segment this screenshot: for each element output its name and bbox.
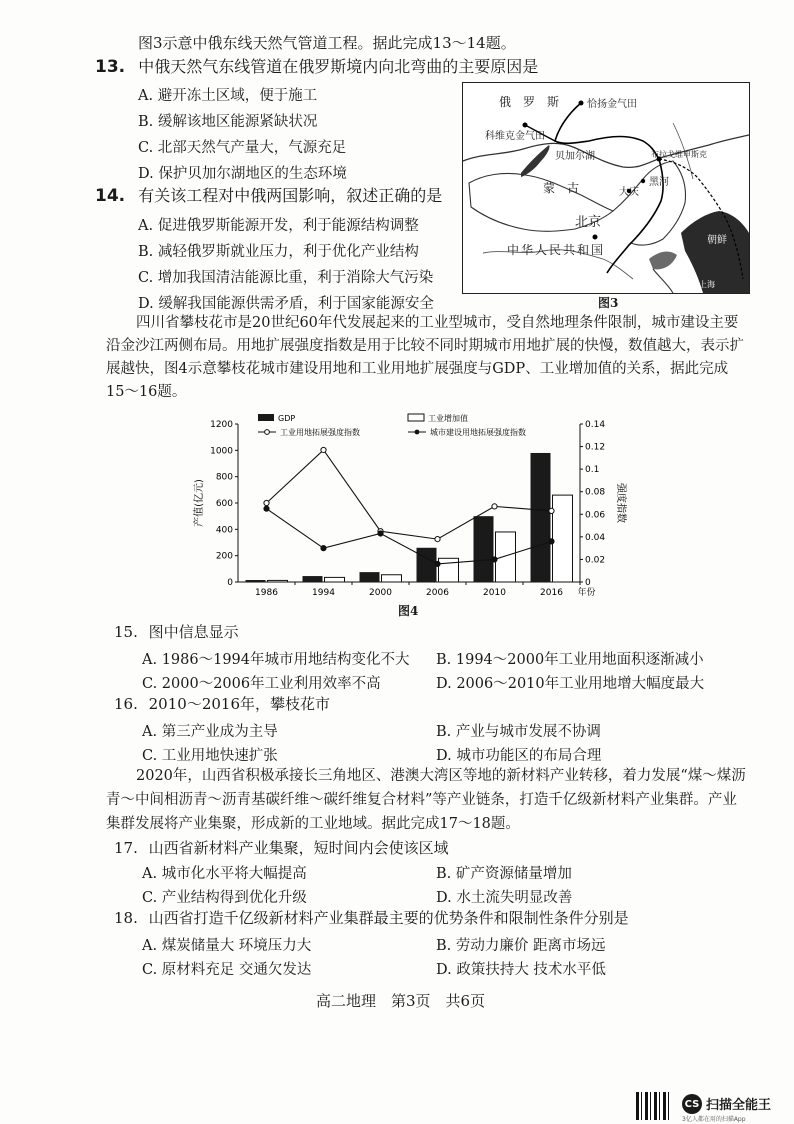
- chayanda-dot: [579, 101, 584, 106]
- y-right-title: 强度指数: [615, 483, 626, 523]
- right-tick-label: 0.04: [585, 532, 606, 543]
- beijing-dot: [593, 235, 598, 240]
- label-kovykta: 科维克金气田: [485, 131, 545, 142]
- industrial-land-index-point: [492, 504, 497, 509]
- legend-gdp-swatch: [258, 414, 274, 421]
- industry-bar: [439, 558, 459, 582]
- urban-land-index-point: [378, 531, 383, 536]
- urban-land-index-point: [264, 506, 269, 511]
- bohai-sea-shape: [649, 252, 677, 270]
- left-tick-label: 600: [215, 499, 233, 509]
- question-stem: 山西省打造千亿级新材料产业集群最主要的优势条件和限制性条件分别是: [148, 909, 629, 927]
- q18-option-c: C. 原材料充足 交通欠发达: [142, 962, 312, 978]
- q17-option-b: B. 矿产资源储量增加: [436, 866, 572, 882]
- shanghai-dot: [685, 283, 689, 287]
- legend-urban-land-label: 城市建设用地拓展强度指数: [430, 428, 526, 437]
- intro-13-14: 图3示意中俄东线天然气管道工程。据此完成13～14题。: [138, 34, 516, 52]
- question-number: 13.: [95, 57, 126, 77]
- industrial-land-index-point: [321, 447, 326, 452]
- left-tick-label: 1000: [210, 446, 233, 457]
- right-tick-label: 0.14: [585, 420, 606, 430]
- cs-logo-icon: CS: [682, 1094, 702, 1114]
- gdp-bar: [360, 572, 380, 582]
- q17-option-c: C. 产业结构得到优化升级: [142, 890, 307, 906]
- x-tick-label: 1986: [255, 588, 278, 598]
- label-russia: 俄 罗 斯: [499, 95, 560, 109]
- y-left-title: 产值(亿元): [194, 479, 205, 527]
- label-mongolia: 蒙 古: [543, 181, 580, 195]
- scanner-name: 扫描全能王: [706, 1098, 772, 1113]
- coastline: [653, 269, 673, 293]
- q13-option-b: B. 缓解该地区能源紧缺状况: [138, 114, 318, 130]
- legend-industry-swatch: [408, 414, 424, 421]
- label-baikal: 贝加尔湖: [555, 151, 595, 162]
- figure-3-caption: 图3: [598, 296, 619, 310]
- question-stem: 2010～2016年，攀枝花市: [148, 695, 330, 713]
- q18-option-b: B. 劳动力廉价 距离市场远: [436, 938, 606, 954]
- label-beijing: 北京: [575, 215, 602, 230]
- chart-svg: [180, 410, 630, 610]
- left-tick-label: 800: [215, 472, 233, 483]
- q15-option-a: A. 1986～1994年城市用地结构变化不大: [142, 652, 410, 668]
- question-number: 14.: [95, 186, 126, 206]
- lake-baikal-shape: [521, 145, 550, 177]
- industrial-land-index-point: [435, 537, 440, 542]
- right-tick-label: 0.06: [585, 510, 606, 521]
- question-number: 17.: [114, 839, 138, 857]
- q16-option-a: A. 第三产业成为主导: [142, 724, 278, 740]
- label-chayanda: 恰扬金气田: [587, 99, 637, 110]
- q17-option-d: D. 水土流失明显改善: [436, 890, 573, 906]
- question-16: [114, 694, 330, 714]
- map-figure-3: [462, 82, 750, 294]
- x-axis-suffix: 年份: [577, 588, 596, 598]
- left-tick-label: 400: [215, 525, 233, 536]
- urban-land-index-point: [549, 539, 554, 544]
- right-tick-label: 0.1: [585, 465, 600, 476]
- question-18: [114, 908, 629, 928]
- q15-option-c: C. 2000～2006年工业利用效率不高: [142, 676, 381, 692]
- question-14: [95, 186, 442, 206]
- label-korea: 朝鲜: [707, 235, 727, 246]
- heihe-dot: [641, 179, 645, 183]
- q14-option-a: A. 促进俄罗斯能源开发，利于能源结构调整: [138, 218, 419, 234]
- gdp-bar: [531, 453, 551, 582]
- question-13: [95, 57, 538, 77]
- industrial-land-index-line: [267, 450, 552, 539]
- left-tick-label: 1200: [210, 420, 233, 430]
- q15-option-d: D. 2006～2010年工业用地增大幅度最大: [436, 676, 705, 692]
- industry-bar: [553, 495, 573, 582]
- label-heihe: 黑河: [649, 177, 669, 188]
- q14-option-b: B. 减轻俄罗斯就业压力，利于优化产业结构: [138, 244, 419, 260]
- map-svg: [463, 83, 749, 293]
- legend-industrial-land-label: 工业用地拓展强度指数: [280, 428, 360, 437]
- q16-option-d: D. 城市功能区的布局合理: [436, 748, 602, 764]
- urban-land-index-point: [492, 557, 497, 562]
- label-blagoveshchensk: 布拉戈维申斯克: [651, 150, 707, 159]
- question-number: 18.: [114, 909, 138, 927]
- legend-urban-land-marker: [415, 430, 420, 435]
- question-number: 15.: [114, 623, 138, 641]
- industry-bar: [268, 580, 288, 582]
- q18-option-d: D. 政策扶持大 技术水平低: [436, 962, 606, 978]
- q13-option-c: C. 北部天然气产量大，气源充足: [138, 140, 347, 156]
- q14-option-d: D. 缓解我国能源供需矛盾，利于国家能源安全: [138, 296, 434, 312]
- intro-17-18: 2020年，山西省积极承接长三角地区、港澳大湾区等地的新材料产业转移，着力发展“煤～煤沥青～中间相沥青～沥青基碳纤维～碳纤维复合材料”等产业链条，打造千亿级新材料产业集群。产业集群发展将产业集聚，形成新的工业地域。据此完成17～18题。: [106, 768, 746, 832]
- question-stem: 有关该工程对中俄两国影响，叙述正确的是: [138, 186, 443, 205]
- page-footer: 高二地理 第3页 共6页: [316, 992, 486, 1010]
- gdp-bar: [474, 516, 494, 582]
- korea-japan-dark-area: [681, 211, 749, 293]
- q13-option-d: D. 保护贝加尔湖地区的生态环境: [138, 166, 347, 182]
- gdp-bar: [303, 576, 323, 582]
- right-tick-label: 0.02: [585, 555, 606, 566]
- intro-15-16: 四川省攀枝花市是20世纪60年代发展起来的工业型城市，受自然地理条件限制，城市建设主要沿金沙江两侧布局。用地扩展强度指数是用于比较不同时期城市用地扩展的快慢，数值越大，表示扩展越快，图4示意攀枝花城市建设用地和工业用地扩展强度与GDP、工业增加值的关系，据此完成15～16题。: [106, 315, 744, 400]
- q13-option-a: A. 避开冻土区域，便于施工: [138, 88, 318, 104]
- q18-option-a: A. 煤炭储量大 环境压力大: [142, 938, 312, 954]
- right-tick-label: 0.12: [585, 442, 606, 453]
- question-stem: 中俄天然气东线管道在俄罗斯境内向北弯曲的主要原因是: [138, 57, 539, 76]
- left-tick-label: 200: [215, 551, 233, 562]
- figure-4-caption: 图4: [398, 604, 419, 618]
- gdp-bar: [417, 548, 437, 582]
- scanner-tagline: 3亿人都在用的扫描App: [682, 1116, 746, 1123]
- qr-code: [636, 1092, 670, 1120]
- label-china: 中华人民共和国: [507, 243, 606, 257]
- right-tick-label: 0.08: [585, 487, 606, 498]
- question-17: [114, 838, 449, 858]
- industry-bar: [325, 577, 345, 582]
- question-stem: 图中信息显示: [148, 623, 239, 641]
- x-tick-label: 2000: [369, 588, 392, 598]
- q15-option-b: B. 1994～2000年工业用地面积逐渐减小: [436, 652, 704, 668]
- legend-gdp-label: GDP: [278, 414, 296, 423]
- left-tick-label: 0: [227, 578, 233, 588]
- question-stem: 山西省新材料产业集聚，短时间内会使该区域: [148, 839, 449, 857]
- q16-option-b: B. 产业与城市发展不协调: [436, 724, 601, 740]
- legend-industrial-land-marker: [265, 430, 270, 435]
- urban-land-index-point: [435, 561, 440, 566]
- q16-option-c: C. 工业用地快速扩张: [142, 748, 278, 764]
- q17-option-a: A. 城市化水平将大幅提高: [142, 866, 307, 882]
- chart-figure-4: [180, 410, 630, 610]
- label-shanghai: 上海: [699, 280, 715, 289]
- gdp-bar: [246, 580, 266, 582]
- urban-land-index-point: [321, 546, 326, 551]
- question-number: 16.: [114, 695, 138, 713]
- x-tick-label: 2010: [483, 588, 506, 598]
- industry-bar: [496, 532, 516, 582]
- x-tick-label: 2016: [540, 588, 563, 598]
- industry-bar: [382, 575, 402, 582]
- industrial-land-index-point: [264, 500, 269, 505]
- legend-industry-label: 工业增加值: [428, 414, 468, 423]
- right-tick-label: 0: [585, 578, 591, 588]
- question-15: [114, 622, 239, 642]
- x-tick-label: 2006: [426, 588, 449, 598]
- x-tick-label: 1994: [312, 588, 335, 598]
- q14-option-c: C. 增加我国清洁能源比重，利于消除大气污染: [138, 270, 434, 286]
- industrial-land-index-point: [549, 508, 554, 513]
- label-daqing: 大庆: [619, 187, 639, 198]
